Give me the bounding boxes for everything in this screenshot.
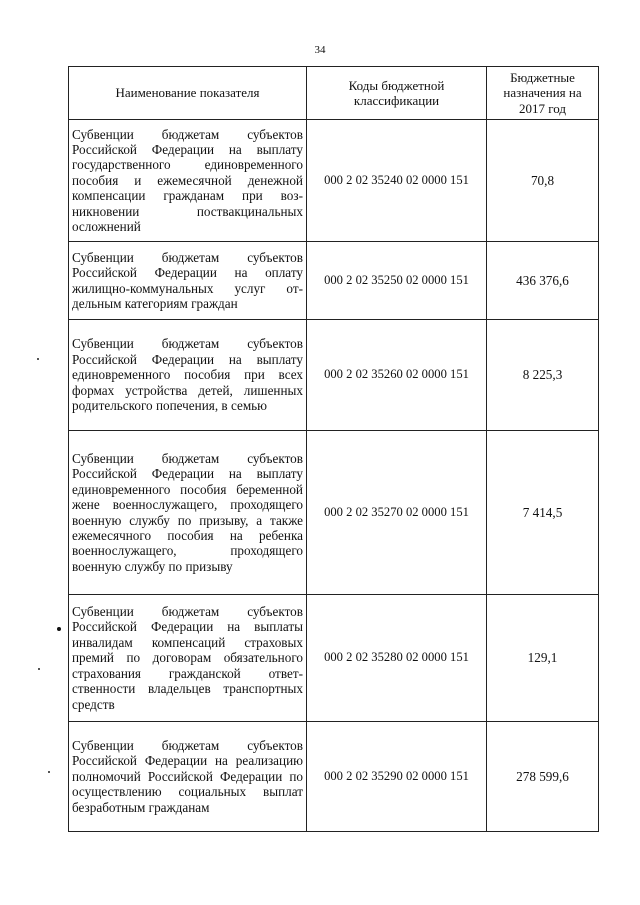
row-amount: 8 225,3	[487, 320, 599, 431]
scan-mark-speck	[48, 771, 50, 773]
table-row	[69, 320, 599, 431]
table-header-row	[69, 67, 599, 120]
header-budget-allocations: Бюджетные назначения на 2017 год	[487, 67, 599, 120]
row-indicator-name: Субвенции бюджетам субъектов Российской Федерации на оплату жилищно-коммунальных услуг отдельным категориям граждан	[69, 242, 307, 320]
scan-mark-speck	[38, 668, 40, 670]
row-indicator-name: Субвенции бюджетам субъектов Российской Федерации на выплату единовременного пособия беременной жене военнослужащего, проходящего военную службу по призыву, а также ежемесячного пособия на ребенка военнослужащего, проходящего военную службу по призыву	[69, 431, 307, 595]
table-row	[69, 242, 599, 320]
scan-mark-speck	[37, 358, 39, 360]
row-indicator-name: Субвенции бюджетам субъектов Российской Федерации на реализацию полномочий Российской Федерации по осуществлению социальных выплат безработным гражданам	[69, 722, 307, 832]
scan-mark-dot	[57, 627, 61, 631]
row-budget-code: 000 2 02 35290 02 0000 151	[307, 722, 487, 832]
page-number: 34	[314, 44, 326, 56]
table-row	[69, 595, 599, 722]
row-indicator-name: Субвенции бюджетам субъектов Российской Федерации на выплату единовременного пособия при всех формах устройства детей, лишенных родительского попечения, в семью	[69, 320, 307, 431]
row-amount: 436 376,6	[487, 242, 599, 320]
row-indicator-name: Субвенции бюджетам субъектов Российской Федерации на выплату государственного единовременного пособия и ежемесячной денежной компенсации гражданам при возникновении поствакцинальных осложнений	[69, 120, 307, 242]
row-amount: 7 414,5	[487, 431, 599, 595]
header-budget-codes: Коды бюджетной классификации	[307, 67, 487, 120]
row-budget-code: 000 2 02 35240 02 0000 151	[307, 120, 487, 242]
table-row	[69, 722, 599, 832]
row-budget-code: 000 2 02 35270 02 0000 151	[307, 431, 487, 595]
table-row	[69, 431, 599, 595]
row-amount: 70,8	[487, 120, 599, 242]
row-amount: 278 599,6	[487, 722, 599, 832]
row-indicator-name: Субвенции бюджетам субъектов Российской Федерации на выплаты инвалидам компенсаций страховых премий по договорам обязательного страхования гражданской ответственности владельцев транспортных средств	[69, 595, 307, 722]
row-amount: 129,1	[487, 595, 599, 722]
row-budget-code: 000 2 02 35260 02 0000 151	[307, 320, 487, 431]
budget-table	[68, 66, 599, 832]
table-row	[69, 120, 599, 242]
header-indicator-name: Наименование показателя	[69, 67, 307, 120]
row-budget-code: 000 2 02 35280 02 0000 151	[307, 595, 487, 722]
row-budget-code: 000 2 02 35250 02 0000 151	[307, 242, 487, 320]
